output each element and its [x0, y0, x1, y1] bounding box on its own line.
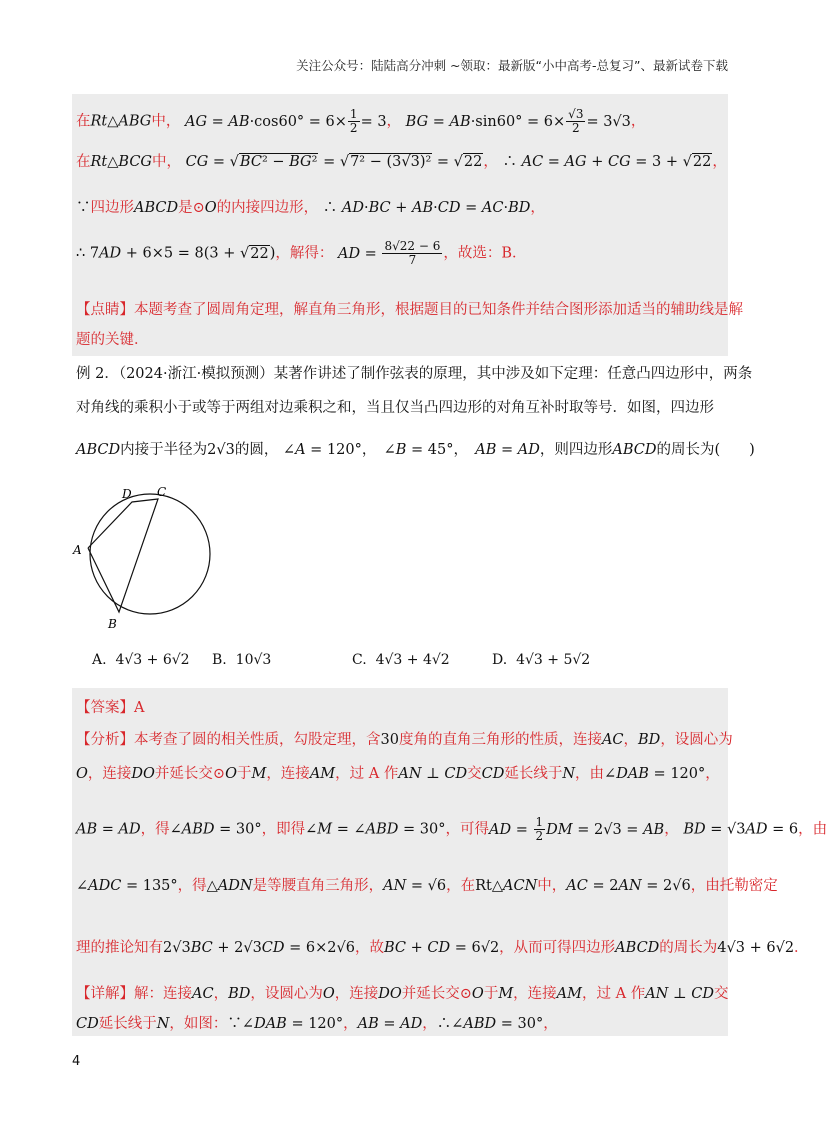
- solution-line-4: ∴ 7AD + 6×5 = 8(3 + √22)，解得： AD = $\frac{8√22 - 6}{7}$ ，故选：B．: [76, 239, 527, 267]
- solution-line-2: 在Rt△BCG中， CG = √BC² − BG² = √7² − (3√3)² = √22， ∴ AC = AG + CG = 3 + √22，: [76, 154, 727, 170]
- page-number: 4: [72, 1054, 81, 1069]
- option-d[interactable]: D. 4√3 + 5√2: [492, 652, 591, 668]
- circumcircle: [90, 494, 210, 614]
- dianjing-line-2: 题的关键．: [76, 332, 149, 348]
- analysis-line-1: 【分析】本考查了圆的相关性质，勾股定理，含30度角的直角三角形的性质，连接AC，BD，设圆心为: [76, 732, 733, 748]
- label-a: A: [73, 543, 82, 557]
- example-line-2: 对角线的乘积小于或等于两组对边乘积之和，当且仅当凸四边形的对角互补时取等号．如图，四边形: [76, 400, 714, 416]
- option-a[interactable]: A. 4√3 + 6√2: [92, 652, 190, 668]
- analysis-line-5: 理的推论知有2√3BC + 2√3CD = 6×2√6，故BC + CD = 6√2，从而可得四边形ABCD的周长为4√3 + 6√2．: [76, 940, 809, 956]
- circle-figure: [68, 482, 228, 638]
- detail-line-1: 【详解】解：连接AC，BD，设圆心为O，连接DO并延长交⊙O于M，连接AM，过 A 作AN ⊥ CD交: [76, 986, 729, 1002]
- answer-line: 【答案】A: [76, 700, 145, 716]
- solution-line-3: ∵四边形ABCD是⊙O的内接四边形， ∴ AD·BC + AB·CD = AC·BD，: [76, 200, 545, 216]
- label-c: C: [157, 485, 167, 499]
- solution-line-1: 在Rt△ABG中， AG = AB·cos60° = 6× $\frac{1}{2}$ = 3， BG = AB·sin60° = 6× $\frac{√3}{2}$ = 3√3，: [76, 107, 646, 135]
- example-line-3: ABCD内接于半径为2√3的圆， ∠A = 120°， ∠B = 45°， AB = AD，则四边形ABCD的周长为( ): [76, 442, 755, 458]
- label-b: B: [108, 617, 117, 631]
- option-b[interactable]: B. 10√3: [212, 652, 272, 668]
- detail-line-2: CD延长线于N，如图：∵∠DAB = 120°，AB = AD，∴∠ABD = 30°，: [76, 1016, 558, 1032]
- page-header: 关注公众号：陆陆高分冲刺 ~领取：最新版“小中高考-总复习”、最新试卷下载: [296, 58, 728, 73]
- analysis-line-4: ∠ADC = 135°，得△ADN是等腰直角三角形，AN = √6，在Rt△ACN中，AC = 2AN = 2√6，由托勒密定: [76, 878, 778, 894]
- dianjing-line-1: 【点睛】本题考查了圆周角定理，解直角三角形，根据题目的已知条件并结合图形添加适当的辅助线是解: [76, 302, 743, 318]
- example-line-1: 例 2．（2024·浙江·模拟预测）某著作讲述了制作弦表的原理，其中涉及如下定理：任意凸四边形中，两条: [76, 366, 753, 382]
- analysis-line-2: O，连接DO并延长交⊙O于M，连接AM，过 A 作AN ⊥ CD交CD延长线于N，由∠DAB = 120°，: [76, 766, 720, 782]
- quadrilateral-abcd: [88, 499, 158, 612]
- option-c[interactable]: C. 4√3 + 4√2: [352, 652, 450, 668]
- label-d: D: [122, 487, 132, 501]
- analysis-line-3: AB = AD，得∠ABD = 30°，即得∠M = ∠ABD = 30°，可得AD = $\frac{1}{2}$ DM = 2√3 = AB， BD = √3AD = 6，由: [76, 815, 827, 843]
